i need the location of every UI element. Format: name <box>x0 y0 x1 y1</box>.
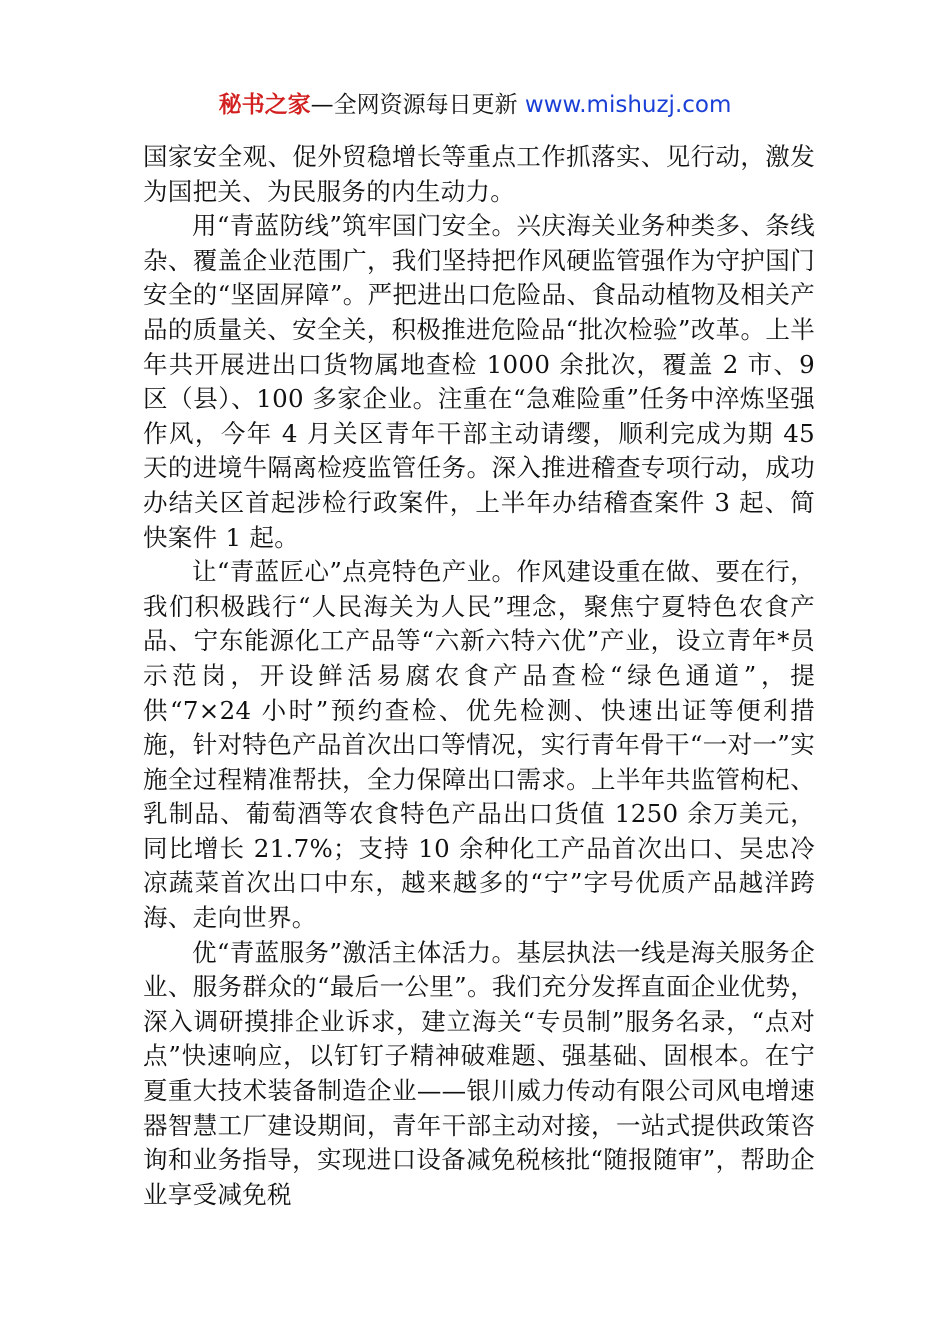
brand-name: 秘书之家 <box>218 92 311 118</box>
paragraph-qinglan-fuwu: 优“青蓝服务”激活主体活力。基层执法一线是海关服务企业、服务群众的“最后一公里”。我们充分发挥直面企业优势，深入调研摸排企业诉求，建立海关“专员制”服务名录，“点对点”快速响应，以钉钉子精神破难题、强基础、固根本。在宁夏重大技术装备制造企业——银川威力传动有限公司风电增速器智慧工厂建设期间，青年干部主动对接，一站式提供政策咨询和业务指导，实现进口设备减免税核批“随报随审”，帮助企业享受减免税 <box>143 937 815 1209</box>
site-url-link[interactable]: www.mishuzj.com <box>524 92 732 118</box>
header-tagline: —全网资源每日更新 <box>310 92 525 118</box>
paragraph-qinglan-fangxian: 用“青蓝防线”筑牢国门安全。兴庆海关业务种类多、条线杂、覆盖企业范围广，我们坚持把作风硬监管强作为守护国门安全的“坚固屏障”。严把进出口危险品、食品动植物及相关产品的质量关、安全关，积极推进危险品“批次检验”改革。上半年共开展进出口货物属地查检 1000 余批次，覆盖 2 市、9 区（县）、100 多家企业。注重在“急难险重”任务中淬炼坚强作风，今年 4 月关区青年干部主动请缨，顺利完成为期 45 天的进境牛隔离检疫监管任务。深入推进稽查专项行动，成功办结关区首起涉检行政案件，上半年办结稽查案件 3 起、简快案件 1 起。 <box>143 211 815 552</box>
document-body <box>143 140 815 1212</box>
paragraph-qinglan-jiangxin: 让“青蓝匠心”点亮特色产业。作风建设重在做、要在行，我们积极践行“人民海关为人民”理念，聚焦宁夏特色农食产品、宁东能源化工产品等“六新六特六优”产业，设立青年*员示范岗，开设鲜活易腐农食产品查检“绿色通道”，提供“7×24 小时”预约查检、优先检测、快速出证等便利措施，针对特色产品首次出口等情况，实行青年骨干“一对一”实施全过程精准帮扶，全力保障出口需求。上半年共监管枸杞、乳制品、葡萄酒等农食特色产品出口货值 1250 余万美元，同比增长 21.7%；支持 10 余种化工产品首次出口、吴忠冷凉蔬菜首次出口中东，越来越多的“宁”字号优质产品越洋跨海、走向世界。 <box>143 557 815 933</box>
paragraph-continuation: 国家安全观、促外贸稳增长等重点工作抓落实、见行动，激发为国把关、为民服务的内生动力。 <box>143 142 815 206</box>
site-header <box>0 88 950 122</box>
